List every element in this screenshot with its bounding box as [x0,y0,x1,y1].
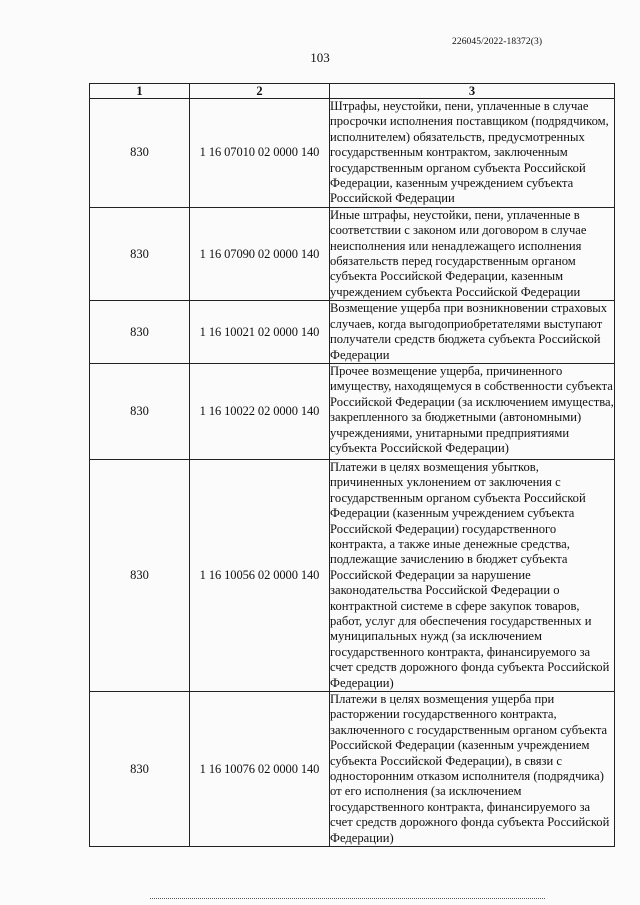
admin-code-cell: 830 [90,207,190,300]
column-header-2: 2 [190,84,330,99]
kbk-code-cell: 1 16 10076 02 0000 140 [190,692,330,847]
document-id: 226045/2022-18372(3) [452,37,543,47]
budget-codes-table [89,83,615,847]
table-header-row [90,84,615,99]
description-cell: Платежи в целях возмещения ущерба при расторжении государственного контракта, заключенного с государственным органом субъекта Российской Федерации (казенным учреждением субъекта Российской Федерации), в связи с односторонним отказом исполнителя (подрядчика) от его исполнения (за исключением государственного контракта, финансируемого за счет средств дорожного фонда субъекта Российской Федерации) [330,692,615,847]
table-row [90,301,615,364]
description-cell: Платежи в целях возмещения убытков, причиненных уклонением от заключения с государственным органом субъекта Российской Федерации (казенным учреждением субъекта Российской Федерации) государственного контракта, а также иные денежные средства, подлежащие зачислению в бюджет субъекта Российской Федерации за нарушение законодательства Российской Федерации о контрактной системе в сфере закупок товаров, работ, услуг для обеспечения государственных и муниципальных нужд (за исключением государственного контракта, финансируемого за счет средств дорожного фонда субъекта Российской Федерации) [330,459,615,691]
table-row [90,459,615,691]
description-cell: Возмещение ущерба при возникновении страховых случаев, когда выгодоприобретателями выступают получатели средств бюджета субъекта Российской Федерации [330,301,615,364]
table-row [90,692,615,847]
kbk-code-cell: 1 16 07010 02 0000 140 [190,99,330,208]
kbk-code-cell: 1 16 10056 02 0000 140 [190,459,330,691]
page-number: 103 [310,50,330,65]
kbk-code-cell: 1 16 10022 02 0000 140 [190,363,330,459]
admin-code-cell: 830 [90,99,190,208]
column-header-1: 1 [90,84,190,99]
kbk-code-cell: 1 16 07090 02 0000 140 [190,207,330,300]
admin-code-cell: 830 [90,459,190,691]
description-cell: Иные штрафы, неустойки, пени, уплаченные в соответствии с законом или договором в случае неисполнения или ненадлежащего исполнения обязательств перед государственным органом субъекта Российской Федерации, казенным учреждением субъекта Российской Федерации [330,207,615,300]
description-cell: Штрафы, неустойки, пени, уплаченные в случае просрочки исполнения поставщиком (подрядчиком, исполнителем) обязательств, предусмотренных государственным контрактом, заключенным государственным органом субъекта Российской Федерации, казенным учреждением субъекта Российской Федерации [330,99,615,208]
table-row [90,207,615,300]
kbk-code-cell: 1 16 10021 02 0000 140 [190,301,330,364]
column-header-3: 3 [330,84,615,99]
admin-code-cell: 830 [90,301,190,364]
scan-edge-line [150,898,545,899]
admin-code-cell: 830 [90,692,190,847]
table-row [90,363,615,459]
table-row [90,99,615,208]
admin-code-cell: 830 [90,363,190,459]
description-cell: Прочее возмещение ущерба, причиненного имуществу, находящемуся в собственности субъекта Российской Федерации (за исключением имущества, закрепленного за бюджетными (автономными) учреждениями, унитарными предприятиями субъекта Российской Федерации) [330,363,615,459]
